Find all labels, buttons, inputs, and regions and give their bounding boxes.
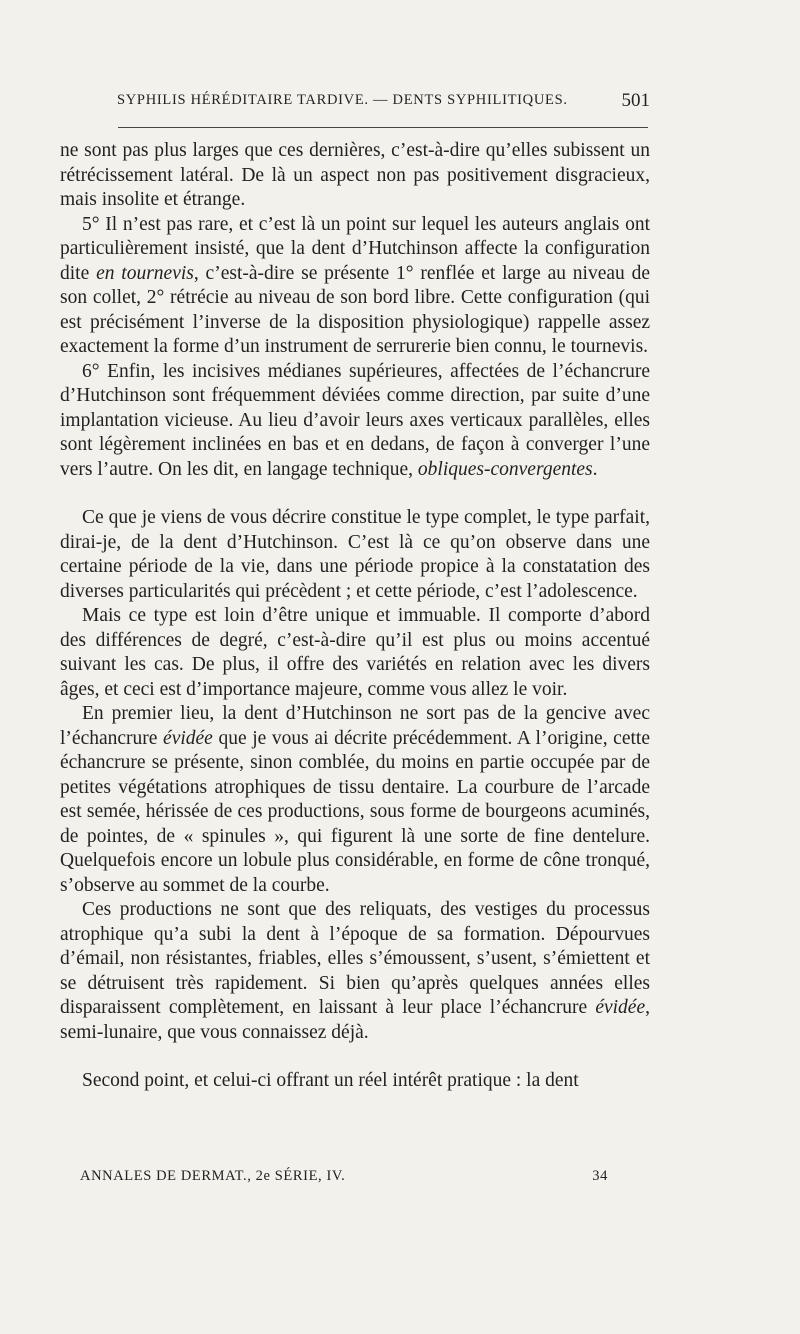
page-number: 501 <box>621 90 650 111</box>
italic-term: évidée <box>595 997 646 1018</box>
italic-term: en tournevis <box>96 262 194 284</box>
paragraph-3: 6° Enfin, les incisives médianes supérieures, affectées de l’échancrure d’Hutchinson sont fréquemment déviées comme direction, par suite d’une implantation vicieuse. Au lieu d’avoir leurs axes verticaux parallèles, elles sont légèrement inclinées en bas et en dedans, de façon à converger l’une vers l’autre. On les dit, en langage technique, obliques-convergentes. <box>60 360 650 480</box>
italic-term: évidée <box>163 727 213 749</box>
paragraph-4: Ce que je viens de vous décrire constitue le type complet, le type parfait, dirai-je, de la dent d’Hutchinson. C’est là ce qu’on observe dans une certaine période de la vie, dans une période propice à la constatation des diverses particularités qui précèdent ; et cette période, c’est l’adolescence. <box>60 507 650 602</box>
paragraph-6: En premier lieu, la dent d’Hutchinson ne sort pas de la gencive avec l’échancrure évidée que je vous ai décrite précédemment. A l’origine, cette échancrure se présente, sinon comblée, du moins en partie occupée par de petites végétations atrophiques de tissu dentaire. La courbure de l’arcade est semée, hérissée de ces productions, sous forme de bourgeons acuminés, de pointes, de « spinules », qui figurent là une sorte de fine dentelure. Quelquefois encore un lobule plus considérable, en forme de cône tronqué, s’observe au sommet de la courbe. <box>60 703 650 896</box>
paragraph-5: Mais ce type est loin d’être unique et immuable. Il comporte d’abord des différences de degré, c’est-à-dire qu’il est plus ou moins accentué suivant les cas. De plus, il offre des variétés en relation avec les divers âges, et ceci est d’importance majeure, comme vous allez le voir. <box>60 605 650 700</box>
body-text <box>60 139 650 1094</box>
sheet-signature: 34 <box>592 1168 608 1184</box>
header-rule <box>118 127 648 128</box>
paragraph-2: 5° Il n’est pas rare, et c’est là un point sur lequel les auteurs anglais ont particulièrement insisté, que la dent d’Hutchinson affecte la configuration dite en tournevis, c’est-à-dire se présente 1° renflée et large au niveau de son collet, 2° rétrécie au niveau de son bord libre. Cette configuration (qui est précisément l’inverse de la disposition physiologique) rappelle assez exactement la forme d’un instrument de serrurerie bien connu, le tournevis. <box>60 213 650 357</box>
italic-term: obliques-convergentes <box>417 458 593 480</box>
paragraph-1: ne sont pas plus larges que ces dernières, c’est-à-dire qu’elles subissent un rétrécissement latéral. De là un aspect non pas positivement disgracieux, mais insolite et étrange. <box>60 140 650 210</box>
paragraph-8: Second point, et celui-ci offrant un réel intérêt pratique : la dent <box>82 1070 579 1091</box>
running-header <box>117 92 650 116</box>
running-title: SYPHILIS HÉRÉDITAIRE TARDIVE. — DENTS SYPHILITIQUES. <box>117 92 568 108</box>
paragraph-7: Ces productions ne sont que des reliquats, des vestiges du processus atrophique qu’a subi la dent à l’époque de sa formation. Dépourvues d’émail, non résistantes, friables, elles s’émoussent, s’usent, s’émiettent et se détruisent très rapidement. Si bien qu’après quelques années elles disparaissent complètement, en laissant à leur place l’échancrure évidée, semi-lunaire, que vous connaissez déjà. <box>60 899 650 1043</box>
page-footer <box>80 1168 608 1192</box>
journal-signature: ANNALES DE DERMAT., 2e SÉRIE, IV. <box>80 1168 346 1184</box>
